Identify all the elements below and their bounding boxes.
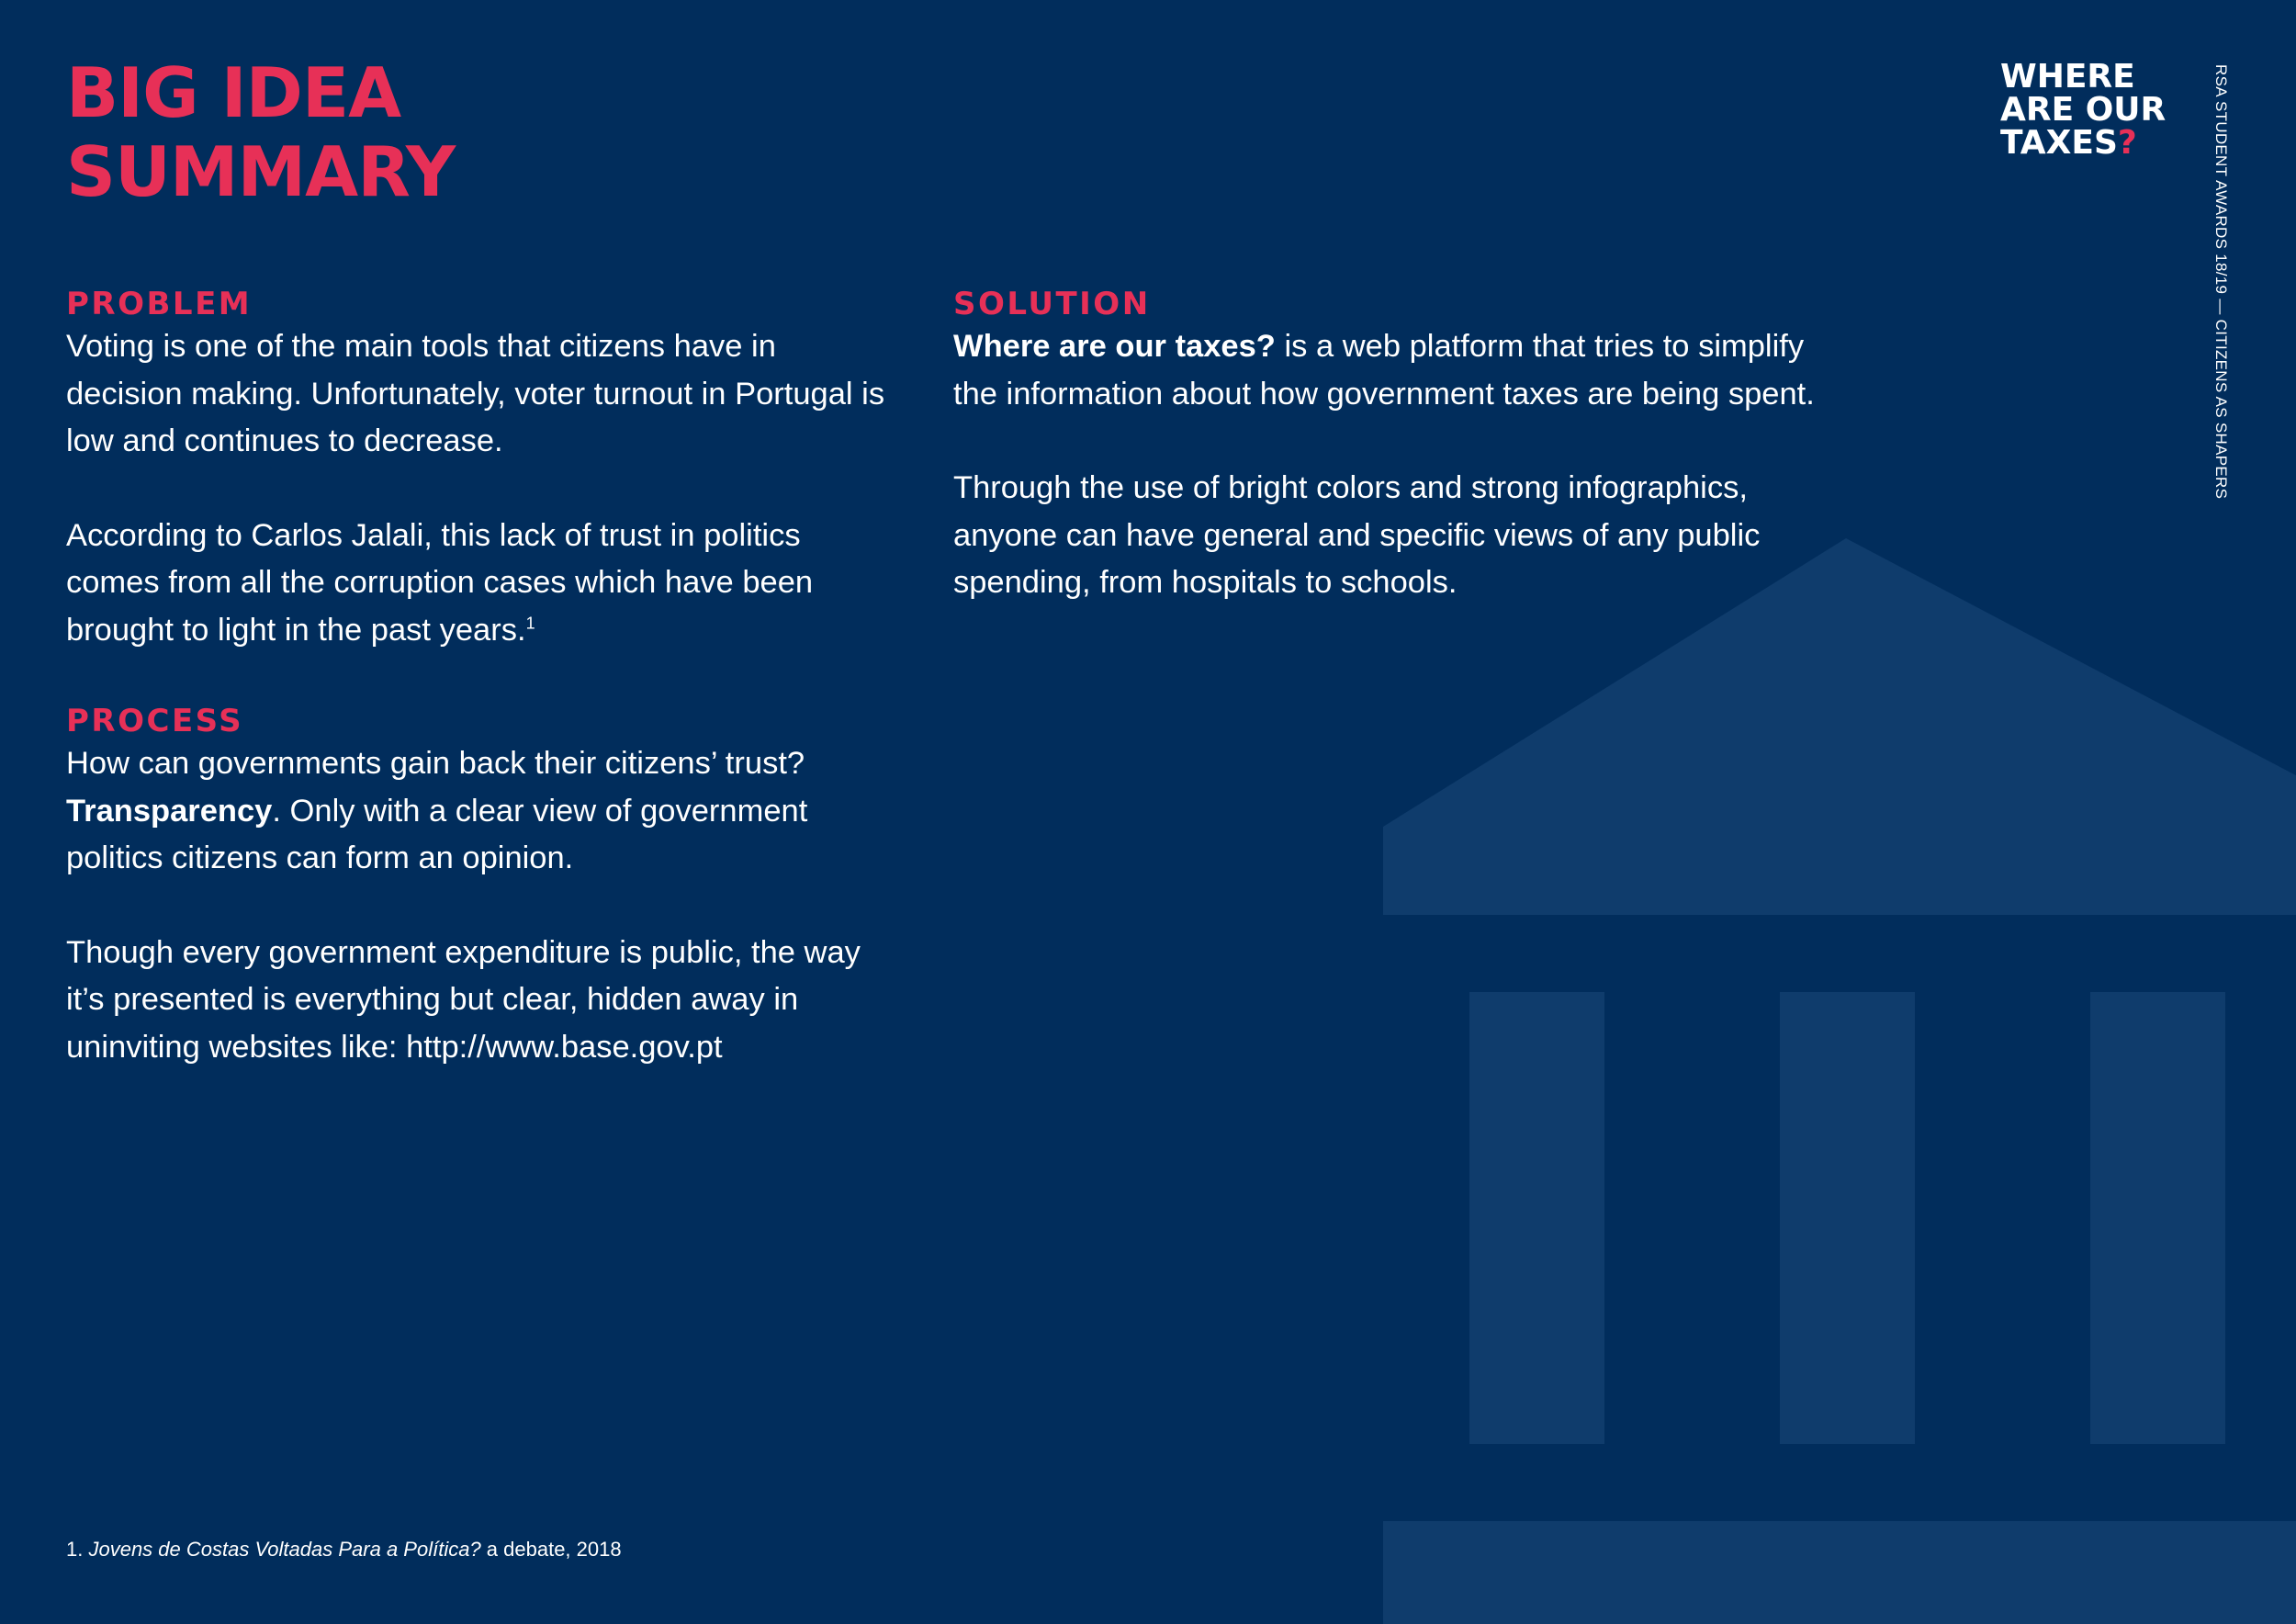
logo-line-1: WHERE (2000, 58, 2135, 96)
process-emphasis: Transparency (66, 793, 273, 829)
logo-line-3-text: TAXES (2000, 124, 2118, 162)
logo-line-3 (2000, 124, 2166, 162)
solution-paragraph-1-end: is a web platform that tries to simplify the information about how government taxes are being spent. (953, 329, 1815, 412)
footnote-source-title: Jovens de Costas Voltadas Para a Política? (88, 1538, 481, 1561)
process-paragraph-1 (66, 740, 893, 883)
solution-emphasis: Where are our taxes? (953, 329, 1276, 364)
side-label: RSA STUDENT AWARDS 18/19 — CITIZENS AS SHAPERS (2212, 64, 2230, 500)
footnote-source-detail: a debate, 2018 (480, 1538, 622, 1561)
process-paragraph-1-end: . Only with a clear view of government politics citizens can form an opinion. (66, 793, 808, 875)
process-paragraph-1-start: How can governments gain back their citizens’ trust? (66, 746, 805, 781)
right-column (953, 285, 1817, 607)
problem-paragraph-2 (66, 513, 893, 655)
building-column-3 (2090, 992, 2225, 1444)
process-paragraph-2: Though every government expenditure is public, the way it’s presented is everything but clear, hidden away in uninviting websites like: http://www.base.gov.pt (66, 934, 861, 1065)
footnote-number: 1. (66, 1538, 89, 1561)
logo-line-2: ARE OUR (2000, 91, 2167, 129)
solution-paragraph-1 (953, 323, 1817, 418)
problem-heading: PROBLEM (66, 286, 253, 322)
left-column (66, 285, 893, 1071)
process-heading: PROCESS (66, 703, 244, 739)
page-title-line-1: BIG IDEA (66, 52, 401, 133)
problem-paragraph-2-text: According to Carlos Jalali, this lack of trust in politics comes from all the corruption cases which have been brought to light in the past years. (66, 517, 814, 648)
solution-paragraph-2: Through the use of bright colors and strong infographics, anyone can have general and specific views of any public spending, from hospitals to schools. (953, 470, 1761, 600)
building-column-2 (1780, 992, 1915, 1444)
problem-paragraph-1: Voting is one of the main tools that citizens have in decision making. Unfortunately, voter turnout in Portugal is low and continues to decrease. (66, 329, 885, 458)
building-base (1383, 1521, 2296, 1624)
page-title-line-2: SUMMARY (66, 131, 456, 212)
solution-heading: SOLUTION (953, 286, 1151, 322)
page-title (66, 53, 455, 211)
building-column-1 (1469, 992, 1604, 1444)
brand-logo (2000, 58, 2167, 162)
footnote-reference: 1 (525, 614, 535, 632)
logo-question-mark: ? (2117, 124, 2137, 162)
footnote (66, 1538, 622, 1562)
